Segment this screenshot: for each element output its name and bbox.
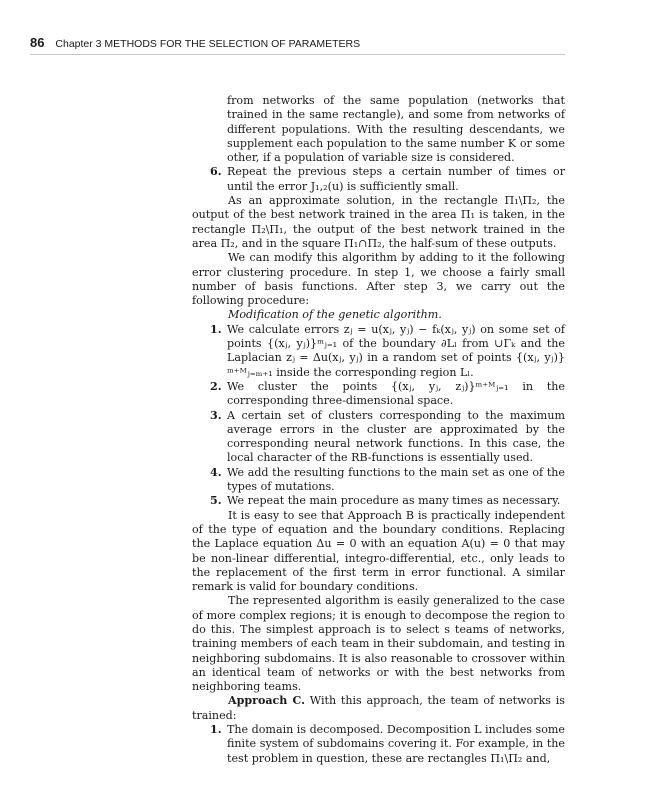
step-number: 5. [210, 494, 222, 508]
mod-step-4 [210, 465, 565, 495]
step-text: We calculate errors zⱼ = u(xⱼ, yⱼ) − fₖ(xⱼ, yⱼ) on some set of points {(xⱼ, yⱼ)}ᵐⱼ₌₁ of the boundary ∂Lₗ from ∪Γₖ and the Laplacian zⱼ = Δu(xⱼ, yⱼ) in a random set of points {(xⱼ, yⱼ)}ᵐ⁺ᴹⱼ₌ₘ₊₁ inside the corresponding region Lₗ. [227, 322, 565, 379]
step-number: 1. [210, 322, 222, 336]
step-6 [210, 165, 565, 194]
running-title: Chapter 3 METHODS FOR THE SELECTION OF PARAMETERS [55, 38, 361, 50]
step-text: The domain is decomposed. Decomposition L includes some finite system of subdomains covering it. For example, in the test problem in question, these are rectangles Π₁\Π₂ and, [227, 723, 565, 765]
approximate-solution-paragraph: As an approximate solution, in the rectangle Π₁\Π₂, the output of the best network trained in the area Π₁ is taken, in the rectangle Π₂\Π₁, the output of the best network trained in the area Π₂, and in the square Π₁∩Π₂, the half-sum of these outputs. [192, 194, 565, 250]
step-number: 2. [210, 379, 222, 393]
approach-b-paragraph: It is easy to see that Approach B is practically independent of the type of equation and the boundary conditions. Replacing the Laplace equation Δu = 0 with an equation A(u) = 0 that may be non-linear differential, integro-differential, etc., only leads to the replacement of the first term in error functional. A similar remark is valid for boundary conditions. [192, 508, 565, 594]
modify-paragraph: We can modify this algorithm by adding to it the following error clustering procedure. In step 1, we choose a fairly small number of basis functions. After step 3, we carry out the following procedure: [192, 251, 565, 308]
step-number: 6. [210, 165, 222, 179]
step-number: 3. [210, 408, 222, 422]
approach-c-paragraph [192, 694, 565, 723]
modification-title: Modification of the genetic algorithm. [228, 308, 442, 322]
page-number: 86 [30, 35, 45, 50]
mod-step-3 [210, 408, 565, 466]
mod-step-5 [210, 494, 565, 508]
step-text: A certain set of clusters corresponding to the maximum average errors in the cluster are approximated by the corresponding neural network functions. In this case, the local character of the RB-functions is essentially used. [227, 408, 565, 465]
generalization-paragraph: The represented algorithm is easily generalized to the case of more complex regions; it is enough to decompose the region to do this. The simplest approach is to select s teams of networks, training members of each team in their subdomain, and testing in neighboring subdomains. It is also reasonable to crossover within an identical team of networks or with the best networks from neighboring teams. [192, 594, 565, 694]
mod-step-1 [210, 322, 565, 380]
step-text: We repeat the main procedure as many times as necessary. [227, 494, 561, 508]
running-header [30, 36, 565, 55]
mod-step-2 [210, 379, 565, 409]
step-text: Repeat the previous steps a certain number of times or until the error J₁,₂(u) is sufficiently small. [227, 165, 565, 193]
step-number: 4. [210, 465, 222, 479]
continuation-paragraph: from networks of the same population (networks that trained in the same rectangle), and some from networks of different populations. With the resulting descendants, we supplement each population to the same number K or some other, if a population of variable size is considered. [227, 94, 565, 165]
step-number: 1. [210, 723, 222, 737]
step-text: We cluster the points {(xⱼ, yⱼ, zⱼ)}ᵐ⁺ᴹⱼ₌₁ in the corresponding three-dimensional space. [227, 379, 565, 408]
page-body [192, 94, 566, 766]
approach-c-step-1 [210, 723, 565, 766]
approach-c-label: Approach C. [228, 694, 305, 708]
approach-c-text: With this approach, the team of networks is trained: [192, 694, 566, 722]
step-text: We add the resulting functions to the main set as one of the types of mutations. [227, 465, 565, 494]
